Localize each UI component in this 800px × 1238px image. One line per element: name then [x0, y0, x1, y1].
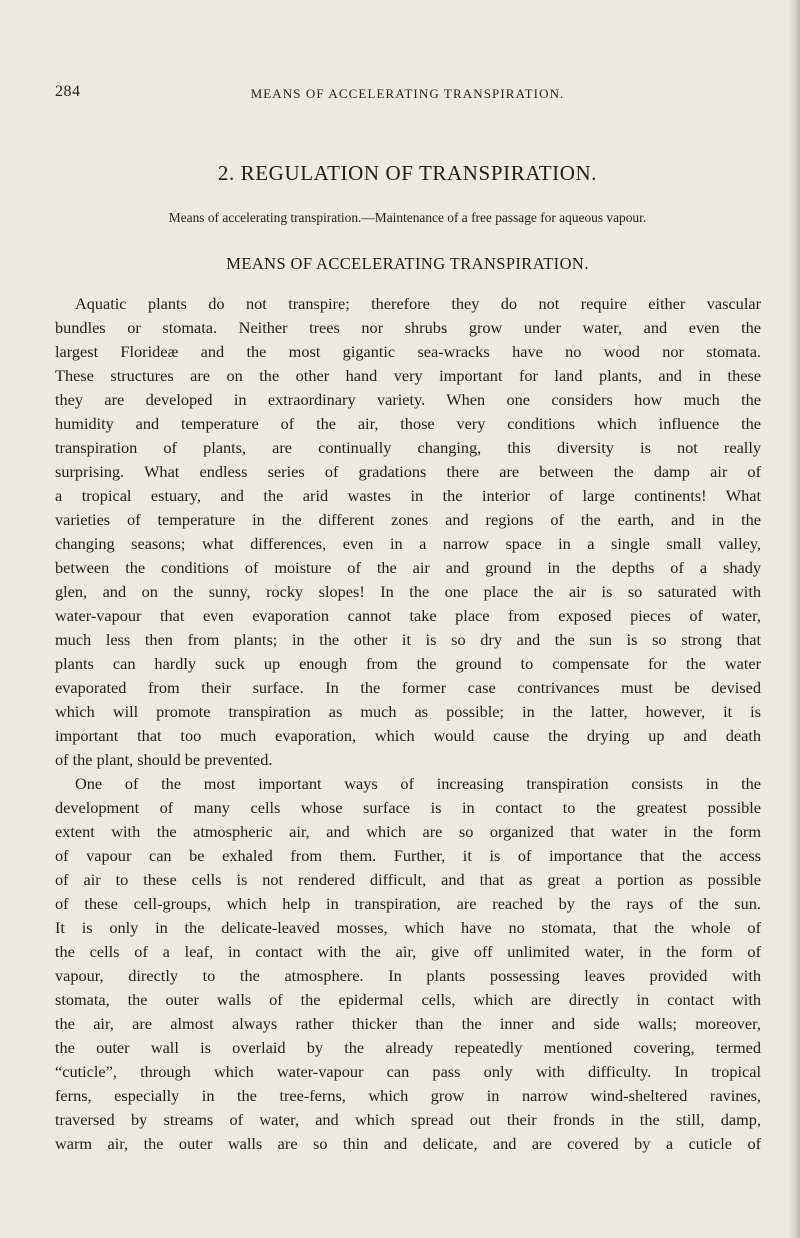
text-line: extent with the atmospheric air, and which are so organized that water in the form [55, 822, 761, 841]
running-title: MEANS OF ACCELERATING TRANSPIRATION. [250, 86, 565, 101]
section-heading: 2. REGULATION OF TRANSPIRATION. [217, 161, 598, 185]
text-line: Aquatic plants do not transpire; therefore they do not require either vascular [75, 294, 761, 313]
text-line: important that too much evaporation, which would cause the drying up and death [55, 726, 761, 745]
text-line: It is only in the delicate-leaved mosses, which have no stomata, that the whole of [55, 918, 761, 937]
text-line: surprising. What endless series of gradations there are between the damp air of [55, 462, 761, 481]
text-line: much less then from plants; in the other it is so dry and the sun is so strong that [55, 630, 761, 649]
text-line: a tropical estuary, and the arid wastes in the interior of large continents! What [55, 486, 761, 505]
text-line: ferns, especially in the tree-ferns, which grow in narrow wind-sheltered ravines, [55, 1086, 761, 1105]
text-line: which will promote transpiration as much as possible; in the latter, however, it is [55, 702, 761, 721]
text-line: largest Florideæ and the most gigantic sea-wracks have no wood nor stomata. [55, 342, 761, 361]
text-line: warm air, the outer walls are so thin and delicate, and are covered by a cuticle of [55, 1134, 761, 1153]
text-line: the outer wall is overlaid by the already repeatedly mentioned covering, termed [55, 1038, 761, 1057]
text-line: varieties of temperature in the different zones and regions of the earth, and in the [55, 510, 761, 529]
text-line: development of many cells whose surface is in contact to the greatest possible [55, 798, 761, 817]
text-line: One of the most important ways of increasing transpiration consists in the [75, 774, 761, 793]
text-line: These structures are on the other hand very important for land plants, and in these [55, 366, 761, 385]
text-line: the air, are almost always rather thicker than the inner and side walls; moreover, [55, 1014, 761, 1033]
text-line: evaporated from their surface. In the former case contrivances must be devised [55, 678, 761, 697]
text-line: traversed by streams of water, and which spread out their fronds in the still, damp, [55, 1110, 761, 1129]
body-text [55, 292, 761, 1156]
text-line: glen, and on the sunny, rocky slopes! In the one place the air is so saturated with [55, 582, 761, 601]
subheading: MEANS OF ACCELERATING TRANSPIRATION. [226, 254, 589, 273]
text-line: of these cell-groups, which help in transpiration, are reached by the rays of the sun. [55, 894, 761, 913]
text-line: “cuticle”, through which water-vapour can pass only with difficulty. In tropical [55, 1062, 761, 1081]
text-line: changing seasons; what differences, even in a narrow space in a single small valley, [55, 534, 761, 553]
text-line: of air to these cells is not rendered difficult, and that as great a portion as possible [55, 870, 761, 889]
text-line: bundles or stomata. Neither trees nor shrubs grow under water, and even the [55, 318, 761, 337]
text-line: water-vapour that even evaporation cannot take place from exposed pieces of water, [55, 606, 761, 625]
text-line: plants can hardly suck up enough from the ground to compensate for the water [55, 654, 761, 673]
text-line: the cells of a leaf, in contact with the air, give off unlimited water, in the form of [55, 942, 761, 961]
text-line: of the plant, should be prevented. [55, 750, 273, 769]
running-header [55, 83, 760, 107]
section-synopsis: Means of accelerating transpiration.—Maintenance of a free passage for aqueous vapour. [168, 210, 647, 225]
text-line: humidity and temperature of the air, those very conditions which influence the [55, 414, 761, 433]
text-line: vapour, directly to the atmosphere. In plants possessing leaves provided with [55, 966, 761, 985]
text-line: transpiration of plants, are continually changing, this diversity is not really [55, 438, 761, 457]
text-line: they are developed in extraordinary variety. When one considers how much the [55, 390, 761, 409]
text-line: between the conditions of moisture of the air and ground in the depths of a shady [55, 558, 761, 577]
text-line: of vapour can be exhaled from them. Further, it is of importance that the access [55, 846, 761, 865]
page-edge-shadow [788, 0, 800, 1238]
page-number: 284 [55, 83, 81, 100]
text-line: stomata, the outer walls of the epidermal cells, which are directly in contact with [55, 990, 761, 1009]
